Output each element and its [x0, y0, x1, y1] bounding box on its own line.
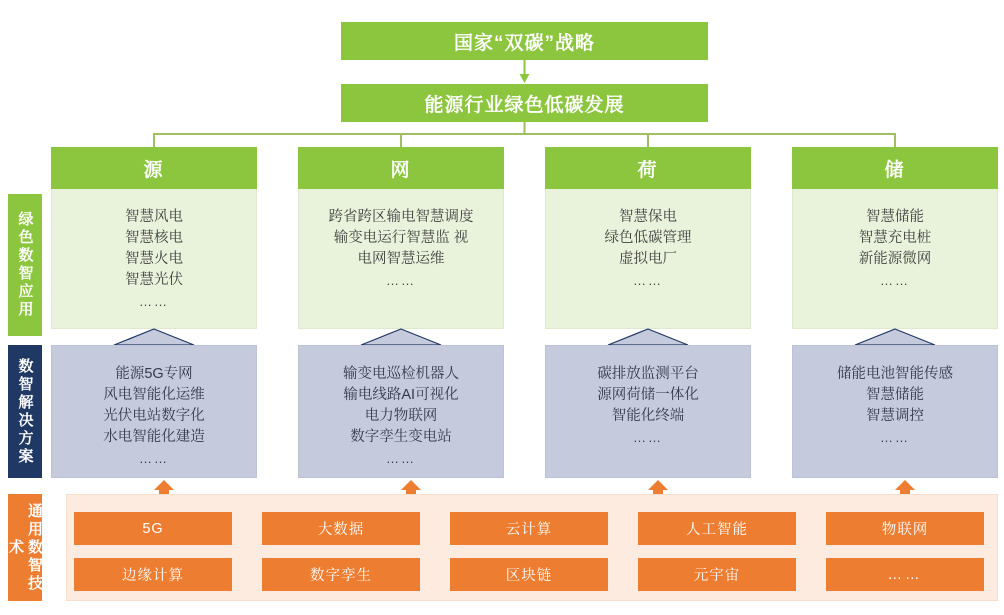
- solutions-item: ……: [386, 451, 416, 466]
- applications-item: ……: [386, 273, 416, 288]
- applications-item: 新能源微网: [858, 251, 932, 267]
- technology-chip-label: 5G: [142, 520, 164, 537]
- solutions-item: 风电智能化运维: [103, 387, 205, 403]
- connector-strategy-to-development: [341, 60, 708, 84]
- column-header-label-1: 网: [390, 159, 412, 181]
- solutions-item: 碳排放监测平台: [597, 366, 699, 382]
- solutions-item: ……: [880, 430, 910, 445]
- technology-chip-label: 云计算: [505, 522, 553, 538]
- solutions-item: 源网荷储一体化: [597, 387, 699, 403]
- side-label-technologies: [8, 494, 42, 601]
- arrow-solutions-to-applications-2: [545, 329, 751, 345]
- solutions-item: 水电智能化建造: [103, 429, 205, 445]
- solutions-cell-3: [792, 345, 998, 478]
- technology-chip-edge[interactable]: [74, 558, 232, 591]
- solutions-cell-2: [545, 345, 751, 478]
- solutions-item: ……: [139, 451, 169, 466]
- applications-item: 智慧保电: [619, 209, 677, 225]
- applications-item: ……: [880, 273, 910, 288]
- solutions-item: 电力物联网: [364, 408, 438, 424]
- top-strategy-box: [341, 22, 708, 60]
- solutions-item: 智慧调控: [866, 408, 924, 424]
- applications-item: 输变电运行智慧监 视: [333, 230, 469, 246]
- technology-chip-5g[interactable]: [74, 512, 232, 545]
- arrow-technologies-to-solutions-2: [545, 480, 751, 494]
- solutions-item: 储能电池智能传感: [837, 366, 953, 382]
- column-header-0: [51, 147, 257, 189]
- column-header-3: [792, 147, 998, 189]
- side-label-technologies-text: 通用数智技术: [7, 502, 43, 593]
- technology-chip-more[interactable]: [826, 558, 984, 591]
- technology-chip-ai[interactable]: [638, 512, 796, 545]
- technology-chip-label: 物联网: [881, 522, 929, 538]
- solutions-item: 数字孪生变电站: [350, 429, 452, 445]
- technology-chip-label: 数字孪生: [310, 568, 372, 584]
- solutions-item: ……: [633, 430, 663, 445]
- technology-chip-label: ……: [887, 566, 923, 583]
- column-header-label-0: 源: [143, 159, 165, 181]
- arrow-technologies-to-solutions-3: [792, 480, 998, 494]
- applications-item: 智慧储能: [866, 209, 924, 225]
- technology-chip-label: 元宇宙: [693, 568, 741, 584]
- applications-cell-2: [545, 189, 751, 329]
- applications-item: 虚拟电厂: [619, 251, 677, 267]
- solutions-item: 智慧储能: [866, 387, 924, 403]
- top-development-box: [341, 84, 708, 122]
- applications-item: 智慧核电: [125, 230, 183, 246]
- technology-chip-metaverse[interactable]: [638, 558, 796, 591]
- applications-item: 智慧充电桩: [858, 230, 932, 246]
- arrow-technologies-to-solutions-0: [51, 480, 257, 494]
- technology-chip-blockchain[interactable]: [450, 558, 608, 591]
- top-strategy-label: 国家“双碳”战略: [453, 32, 595, 54]
- arrow-technologies-to-solutions-1: [298, 480, 504, 494]
- applications-item: ……: [633, 273, 663, 288]
- solutions-item: 智能化终端: [611, 408, 685, 424]
- solutions-item: 输电线路AI可视化: [343, 387, 459, 403]
- solutions-item: 光伏电站数字化: [103, 408, 205, 424]
- applications-cell-3: [792, 189, 998, 329]
- applications-item: 绿色低碳管理: [604, 230, 692, 246]
- applications-item: ……: [139, 294, 169, 309]
- applications-cell-0: [51, 189, 257, 329]
- applications-item: 智慧光伏: [125, 272, 183, 288]
- technology-chip-label: 大数据: [317, 522, 365, 538]
- solutions-item: 能源5G专网: [115, 366, 193, 382]
- technology-chip-iot[interactable]: [826, 512, 984, 545]
- side-label-solutions-text: 数智解决方案: [16, 357, 34, 466]
- side-label-applications-text: 绿色数智应用: [16, 211, 34, 319]
- applications-item: 电网智慧运维: [357, 251, 445, 267]
- applications-item: 智慧火电: [125, 251, 183, 267]
- solutions-cell-1: [298, 345, 504, 478]
- side-label-solutions: [8, 345, 42, 478]
- top-development-label: 能源行业绿色低碳发展: [424, 94, 625, 116]
- column-header-1: [298, 147, 504, 189]
- arrow-solutions-to-applications-1: [298, 329, 504, 345]
- technology-chip-cloud[interactable]: [450, 512, 608, 545]
- side-label-applications: [8, 194, 42, 336]
- column-header-2: [545, 147, 751, 189]
- column-header-label-2: 荷: [637, 159, 659, 181]
- connector-development-to-columns: [0, 122, 1004, 147]
- technology-chip-digitaltwin[interactable]: [262, 558, 420, 591]
- arrow-solutions-to-applications-0: [51, 329, 257, 345]
- technology-chip-label: 区块链: [505, 568, 553, 584]
- solutions-cell-0: [51, 345, 257, 478]
- solutions-item: 输变电巡检机器人: [343, 366, 459, 382]
- applications-item: 智慧风电: [125, 209, 183, 225]
- technology-chip-label: 人工智能: [686, 522, 748, 538]
- arrow-solutions-to-applications-3: [792, 329, 998, 345]
- column-header-label-3: 储: [884, 159, 906, 181]
- applications-item: 跨省跨区输电智慧调度: [328, 209, 474, 225]
- applications-cell-1: [298, 189, 504, 329]
- technology-chip-label: 边缘计算: [122, 568, 184, 584]
- technology-chip-bigdata[interactable]: [262, 512, 420, 545]
